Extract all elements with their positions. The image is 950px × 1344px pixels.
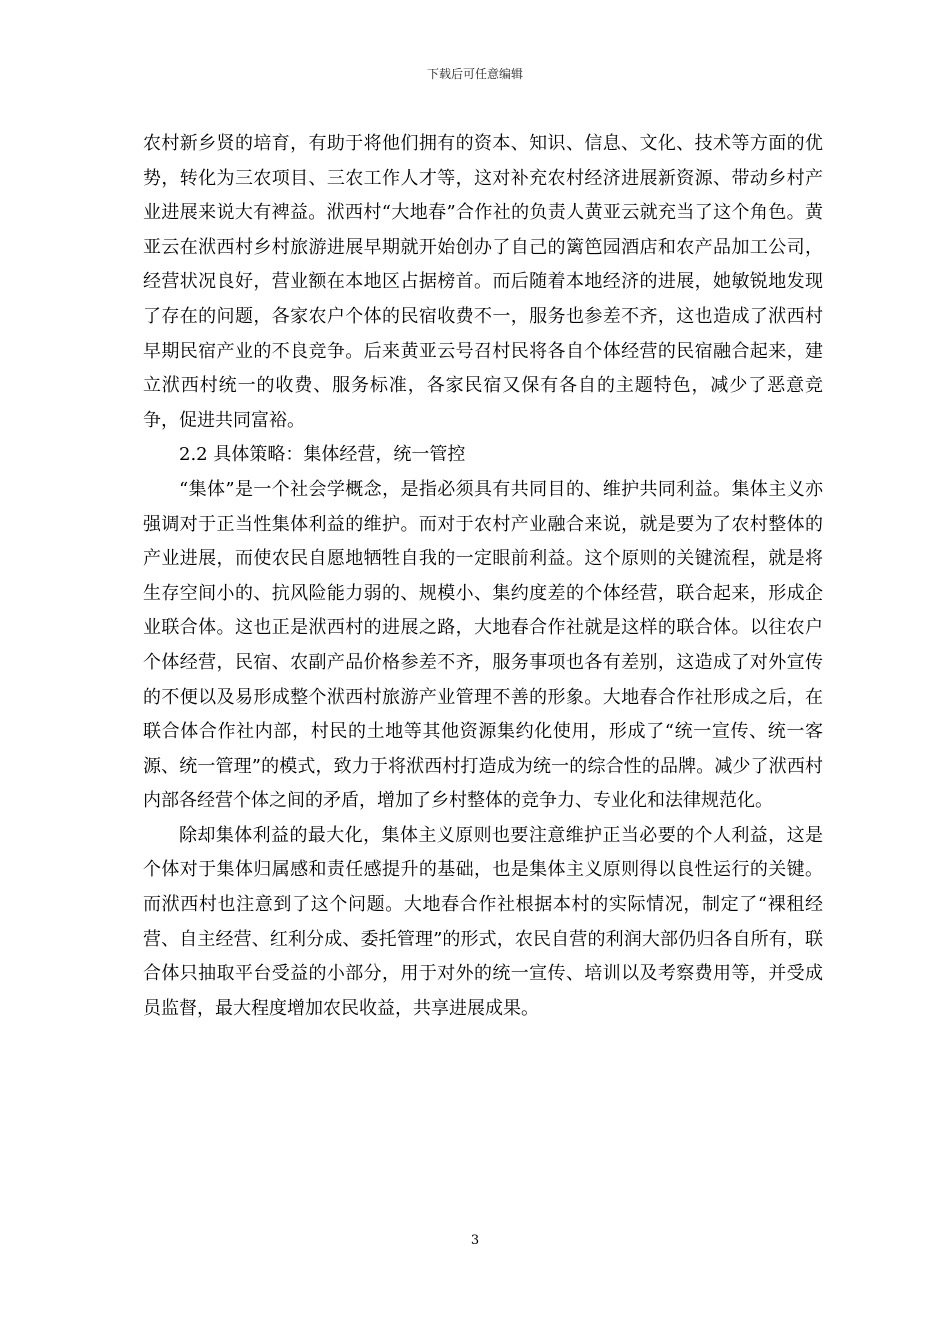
section-heading-2-2: 2.2 具体策略：集体经营，统一管控 [179, 444, 466, 466]
page-header: 下载后可任意编辑 [426, 67, 523, 81]
body-text [143, 127, 823, 1026]
page-number: 3 [470, 1233, 480, 1248]
paragraph-new-rural-sages: 农村新乡贤的培育，有助于将他们拥有的资本、知识、信息、文化、技术等方面的优势，转化为三农项目、三农工作人才等，这对补充农村经济进展新资源、带动乡村产业进展来说大有裨益。洑西村“大地春”合作社的负责人黄亚云就充当了这个角色。黄亚云在洑西村乡村旅游进展早期就开始创办了自己的篱笆园酒店和农产品加工公司，经营状况良好，营业额在本地区占据榜首。而后随着本地经济的进展，她敏锐地发现了存在的问题，各家农户个体的民宿收费不一，服务也参差不齐，这也造成了洑西村早期民宿产业的不良竞争。后来黄亚云号召村民将各自个体经营的民宿融合起来，建立洑西村统一的收费、服务标准，各家民宿又保有各自的主题特色，减少了恶意竞争，促进共同富裕。 [143, 133, 823, 431]
paragraph-individual-interest: 除却集体利益的最大化，集体主义原则也要注意维护正当必要的个人利益，这是个体对于集体归属感和责任感提升的基础，也是集体主义原则得以良性运行的关键。而洑西村也注意到了这个问题。大地春合作社根据本村的实际情况，制定了“裸租经营、自主经营、红利分成、委托管理”的形式，农民自营的利润大部仍归各自所有，联合体只抽取平台受益的小部分，用于对外的统一宣传、培训以及考察费用等，并受成员监督，最大程度增加农民收益，共享进展成果。 [143, 824, 823, 1019]
paragraph-collective: “集体”是一个社会学概念，是指必须具有共同目的、维护共同利益。集体主义亦强调对于正当性集体利益的维护。而对于农村产业融合来说，就是要为了农村整体的产业进展，而使农民自愿地牺牲自我的一定眼前利益。这个原则的关键流程，就是将生存空间小的、抗风险能力弱的、规模小、集约度差的个体经营，联合起来，形成企业联合体。这也正是洑西村的进展之路，大地春合作社就是这样的联合体。以往农户个体经营，民宿、农副产品价格参差不齐，服务事项也各有差别，这造成了对外宣传的不便以及易形成整个洑西村旅游产业管理不善的形象。大地春合作社形成之后，在联合体合作社内部，村民的土地等其他资源集约化使用，形成了“统一宣传、统一客源、统一管理”的模式，致力于将洑西村打造成为统一的综合性的品牌。减少了洑西村内部各经营个体之间的矛盾，增加了乡村整体的竞争力、专业化和法律规范化。 [143, 478, 823, 812]
